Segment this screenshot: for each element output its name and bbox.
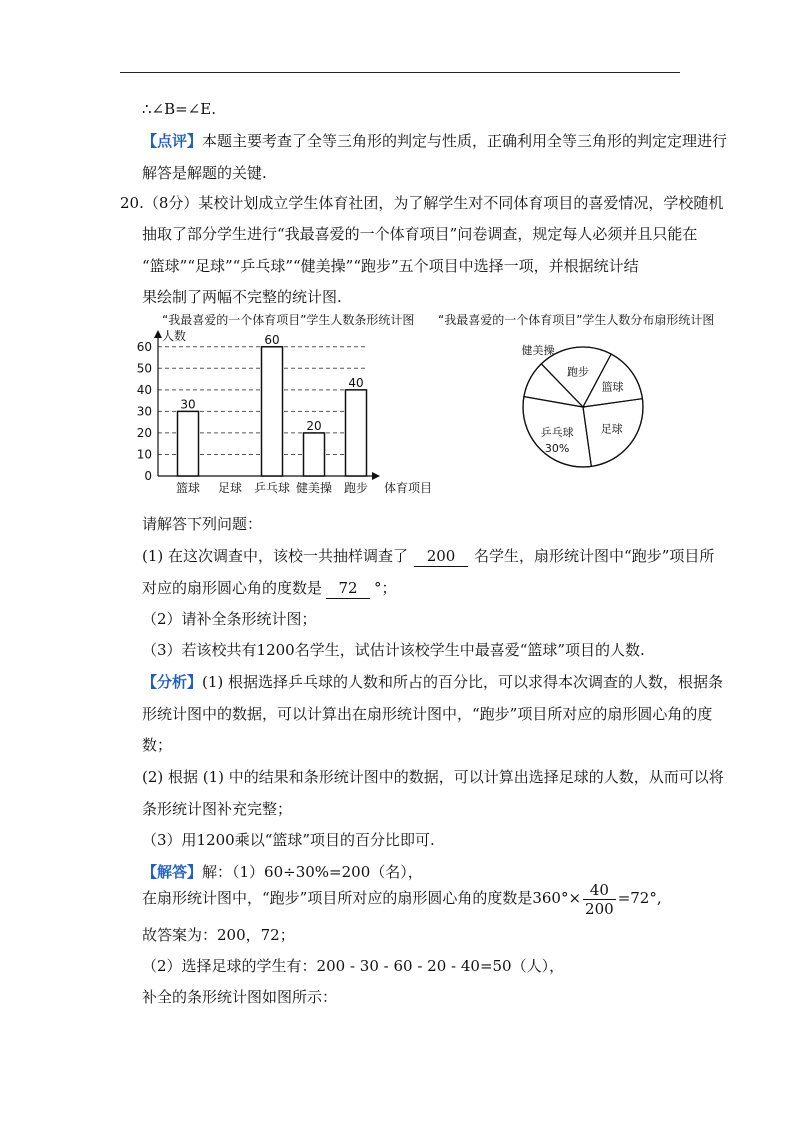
prompt-line: 请解答下列问题： — [142, 515, 263, 533]
comment-line-2: 解答是解题的关键. — [142, 164, 267, 182]
y-tick-label: 50 — [136, 361, 152, 376]
solution-line-2: 在扇形统计图中，“跑步”项目所对应的扇形圆心角的度数是360°× $\frac{40}{200}$ =72°, — [142, 880, 662, 918]
answer-blank-2: 72 — [326, 578, 370, 599]
bar-乒乓球 — [262, 347, 283, 476]
comment-tag: 【点评】 — [142, 132, 203, 150]
x-tick-label: 足球 — [217, 481, 243, 495]
pie-chart-title: “我最喜爱的一个体育项目”学生人数分布扇形统计图 — [438, 313, 715, 327]
analysis-line-3: 数； — [142, 736, 173, 754]
bar-跑步 — [346, 390, 367, 476]
x-tick-label: 健美操 — [295, 481, 333, 495]
question-20-line-1: 20.（8分）某校计划成立学生体育社团，为了解学生对不同体育项目的喜爱情况，学校随机 — [120, 194, 724, 212]
solution-line-5: 补全的条形统计图如图所示： — [142, 988, 338, 1006]
solution-line-3: 故答案为：200，72； — [142, 926, 295, 944]
pie-label: 足球 — [600, 422, 623, 436]
answer-blank-1: 200 — [414, 546, 468, 567]
bar-value-label: 30 — [180, 397, 196, 412]
y-axis-label: 人数 — [162, 329, 187, 343]
fraction: $\frac{40}{200}$ — [585, 880, 614, 918]
bar-value-label: 60 — [264, 332, 280, 347]
x-tick-label: 乒乓球 — [253, 481, 291, 495]
y-tick-label: 30 — [136, 404, 152, 419]
pie-chart — [510, 336, 660, 476]
part-1-line-2: 对应的扇形圆心角的度数是 72 °； — [142, 579, 397, 597]
y-tick-label: 40 — [136, 382, 152, 397]
part-2-line: （2）请补全条形统计图； — [142, 610, 317, 628]
y-tick-label: 60 — [136, 339, 152, 354]
question-20-line-2: 抽取了部分学生进行“我最喜爱的一个体育项目”问卷调查，规定每人必须并且只能在 — [142, 225, 698, 243]
bar-value-label: 20 — [306, 418, 322, 433]
x-axis-arrow — [372, 472, 380, 480]
bar-健美操 — [304, 433, 325, 476]
x-tick-label: 跑步 — [343, 481, 369, 495]
comment-line-1: 【点评】本题主要考查了全等三角形的判定与性质，正确利用全等三角形的判定定理进行 — [142, 132, 728, 150]
analysis-tag: 【分析】 — [142, 673, 203, 691]
pie-label: 篮球 — [601, 380, 624, 394]
solution-tag: 【解答】 — [142, 863, 203, 881]
pie-label: 跑步 — [566, 365, 589, 379]
part-1-line-1: (1) 在这次调查中，该校一共抽样调查了 200 名学生，扇形统计图中“跑步”项目所 — [142, 547, 715, 565]
conclusion-line: ∴∠B=∠E. — [142, 100, 216, 118]
pie-label: 健美操 — [521, 344, 555, 357]
analysis-line-4: (2) 根据 (1) 中的结果和条形统计图中的数据，可以计算出选择足球的人数，从而可以将 — [142, 768, 724, 786]
question-20-line-4: 果绘制了两幅不完整的统计图. — [142, 288, 342, 306]
part-3-line: （3）若该校共有1200名学生，试估计该校学生中最喜爱“篮球”项目的人数. — [142, 641, 645, 659]
bar-chart — [128, 326, 438, 498]
header-rule — [120, 72, 680, 73]
analysis-line-1: 【分析】(1) 根据选择乒乓球的人数和所占的百分比，可以求得本次调查的人数，根据条 — [142, 673, 724, 691]
analysis-line-2: 形统计图中的数据，可以计算出在扇形统计图中，“跑步”项目所对应的扇形圆心角的度 — [142, 705, 713, 723]
pie-label: 乒乓球 — [540, 426, 574, 440]
x-tick-label: 篮球 — [175, 481, 201, 495]
x-axis-label: 体育项目 — [384, 481, 433, 495]
pie-percent-label: 30% — [544, 442, 570, 456]
analysis-line-6: （3）用1200乘以“篮球”项目的百分比即可. — [142, 831, 435, 849]
y-tick-label: 20 — [136, 425, 152, 440]
solution-line-4: （2）选择足球的学生有：200 - 30 - 60 - 20 - 40=50（人）， — [142, 957, 565, 975]
solution-line-1: 【解答】解：（1）60÷30%=200（名）， — [142, 863, 423, 881]
bar-value-label: 40 — [348, 375, 364, 390]
question-20-line-3: “篮球”“足球”“乒乓球”“健美操”“跑步”五个项目中选择一项，并根据统计结 — [142, 257, 639, 275]
y-tick-label: 0 — [144, 469, 152, 483]
y-tick-label: 10 — [136, 447, 152, 462]
analysis-line-5: 条形统计图补充完整； — [142, 800, 293, 818]
bar-篮球 — [178, 411, 199, 476]
bar-chart-title: “我最喜爱的一个体育项目”学生人数条形统计图 — [162, 313, 415, 327]
y-axis-arrow — [154, 330, 162, 338]
